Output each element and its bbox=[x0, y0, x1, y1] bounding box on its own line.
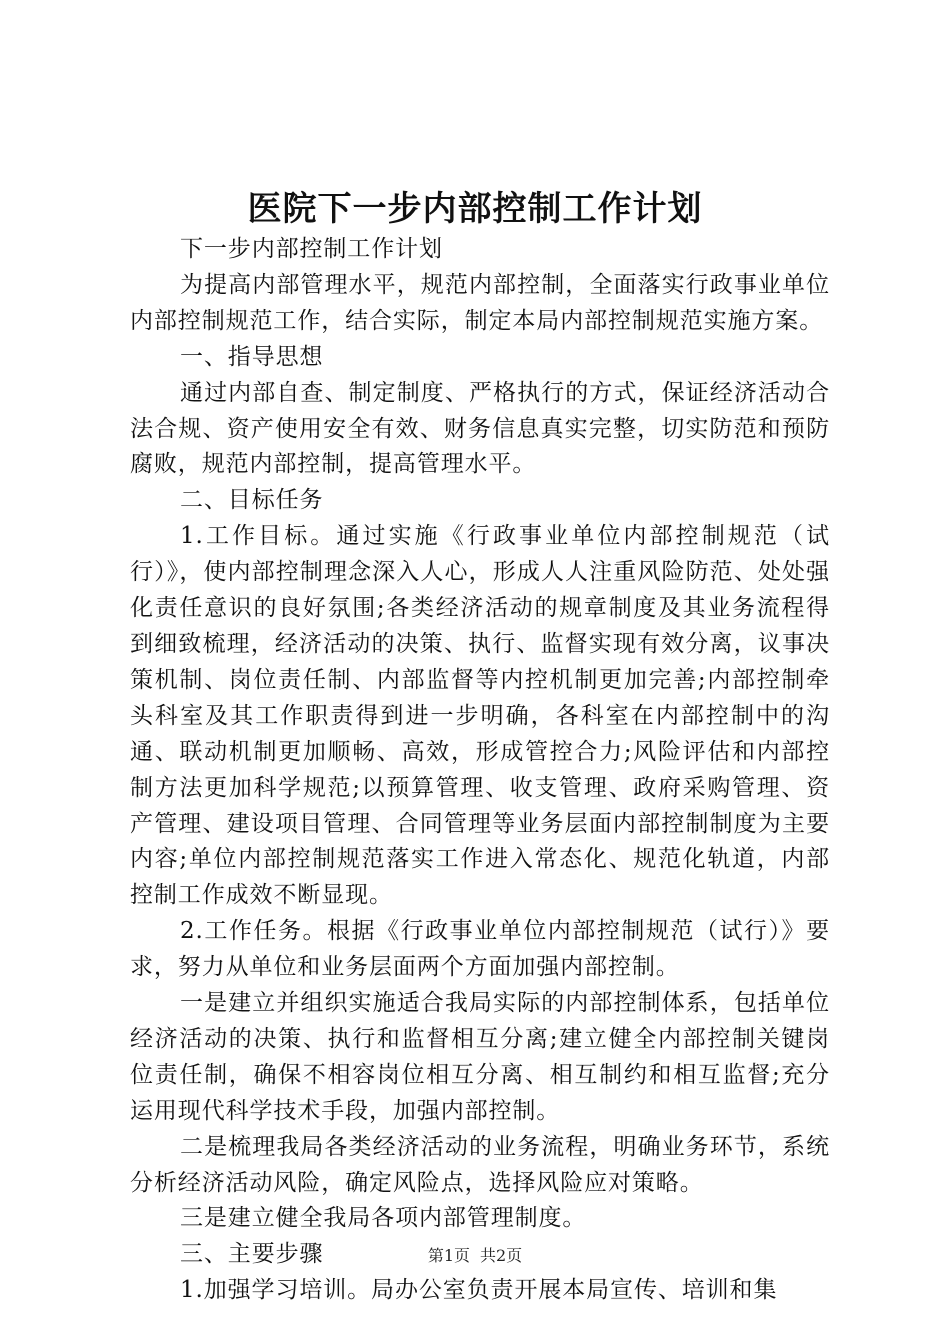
document-title: 医院下一步内部控制工作计划 bbox=[247, 189, 703, 229]
task-one-paragraph: 一是建立并组织实施适合我局实际的内部控制体系，包括单位经济活动的决策、执行和监督相互分离;建立健全内部控制关键岗位责任制，确保不相容岗位相互分离、相互制约和相互监督;充分运用现代科学技术手段，加强内部控制。 bbox=[130, 990, 830, 1124]
guiding-thought-paragraph: 通过内部自查、制定制度、严格执行的方式，保证经济活动合法合规、资产使用安全有效、财务信息真实完整，切实防范和预防腐败，规范内部控制，提高管理水平。 bbox=[130, 379, 830, 478]
document-body bbox=[130, 232, 830, 1309]
section-heading-goals: 二、目标任务 bbox=[180, 487, 324, 514]
section-heading-main-steps: 三、主要步骤 bbox=[180, 1241, 324, 1268]
subtitle-line: 下一步内部控制工作计划 bbox=[180, 236, 443, 262]
page-number-current: 第1页 bbox=[427, 1246, 470, 1265]
work-goal-paragraph: 1.工作目标。通过实施《行政事业单位内部控制规范（试行）》，使内部控制理念深入人心，形成人人注重风险防范、处处强化责任意识的良好氛围;各类经济活动的规章制度及其业务流程得到细致梳理，经济活动的决策、执行、监督实现有效分离，议事决策机制、岗位责任制、内部监督等内控机制更加完善;内部控制牵头科室及其工作职责得到进一步明确，各科室在内部控制中的沟通、联动机制更加顺畅、高效，形成管控合力;风险评估和内部控制方法更加科学规范;以预算管理、收支管理、政府采购管理、资产管理、建设项目管理、合同管理等业务层面内部控制制度为主要内容;单位内部控制规范落实工作进入常态化、规范化轨道，内部控制工作成效不断显现。 bbox=[130, 523, 830, 909]
task-three-paragraph: 三是建立健全我局各项内部管理制度。 bbox=[180, 1205, 587, 1232]
page-footer bbox=[0, 1244, 950, 1268]
task-two-paragraph: 二是梳理我局各类经济活动的业务流程，明确业务环节，系统分析经济活动风险，确定风险点，选择风险应对策略。 bbox=[130, 1133, 830, 1196]
work-task-paragraph: 2.工作任务。根据《行政事业单位内部控制规范（试行）》要求，努力从单位和业务层面两个方面加强内部控制。 bbox=[130, 918, 830, 981]
section-heading-guiding-thought: 一、指导思想 bbox=[180, 343, 324, 370]
intro-paragraph: 为提高内部管理水平，规范内部控制，全面落实行政事业单位内部控制规范工作，结合实际，制定本局内部控制规范实施方案。 bbox=[130, 271, 830, 334]
page-number-total: 共2页 bbox=[480, 1246, 523, 1265]
step-one-paragraph: 1.加强学习培训。局办公室负责开展本局宣传、培训和集 bbox=[180, 1277, 778, 1304]
